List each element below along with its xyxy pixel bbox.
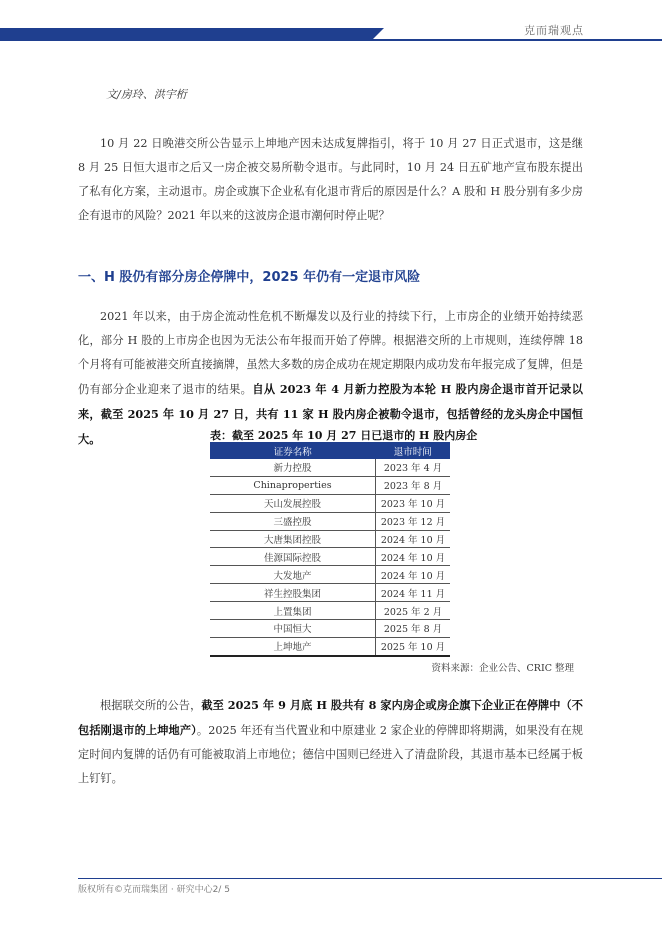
date-cell: 2024 年 10 月: [376, 530, 451, 548]
date-cell: 2025 年 2 月: [376, 602, 451, 620]
table-row: [210, 476, 450, 494]
company-cell: 大发地产: [210, 566, 376, 584]
company-cell: 天山发展控股: [210, 494, 376, 512]
table-row: [210, 637, 450, 655]
author-line: 文/房玲、洪宇桁: [106, 88, 187, 101]
date-cell: 2023 年 12 月: [376, 512, 451, 530]
intro-paragraph: 10 月 22 日晚港交所公告显示上坤地产因未达成复牌指引，将于 10 月 27 日正式退市，这是继 8 月 25 日恒大退市之后又一房企被交易所勒令退市。与此同时，10 月 24 日五矿地产宣布股东提出了私有化方案，主动退市。房企或旗下企业私有化退市背后的原因是什么？A 股和 H 股分别有多少房企有退市的风险？2021 年以来的这波房企退市潮何时停止呢？: [78, 137, 583, 222]
table-header-name: 证券名称: [210, 442, 376, 459]
date-cell: 2023 年 4 月: [376, 459, 451, 476]
table-row: [210, 584, 450, 602]
date-cell: 2025 年 8 月: [376, 620, 451, 638]
closing-lead-text: 根据联交所的公告，: [100, 699, 202, 712]
table-row: [210, 512, 450, 530]
company-cell: 上坤地产: [210, 637, 376, 655]
section1-text: 2021 年以来，由于房企流动性危机不断爆发以及行业的持续下行，上市房企的业绩开始持续恶化，部分 H 股的上市房企也因为无法公布年报而开始了停牌。根据港交所的上市规则，连续停牌 18 个月将有可能被港交所直接摘牌，虽然大多数的房企成功在规定期限内成功发布年报完成了复牌，但是仍有部分企业迎来了退市的结果。: [78, 310, 583, 396]
date-cell: 2024 年 11 月: [376, 584, 451, 602]
closing-bold-text: 截至 2025 年 9 月底 H 股共有 8 家内房企或房企旗下企业正在停牌中（不包括刚退市的上坤地产）: [78, 698, 583, 737]
table-source-note: 资料来源：企业公告、CRIC 整理: [431, 663, 574, 674]
company-cell: Chinaproperties: [210, 476, 376, 494]
header-rule: [0, 39, 662, 41]
delisted-table: [210, 442, 450, 657]
table-header-date: 退市时间: [376, 442, 451, 459]
date-cell: 2023 年 8 月: [376, 476, 451, 494]
footer-rule: [78, 878, 662, 879]
company-cell: 大唐集团控股: [210, 530, 376, 548]
table-caption: 表：截至 2025 年 10 月 27 日已退市的 H 股内房企: [210, 429, 478, 442]
table-header-row: [210, 442, 450, 459]
company-cell: 中国恒大: [210, 620, 376, 638]
closing-paragraph: [78, 693, 583, 791]
section1-bold-text: 自从 2023 年 4 月新力控股为本轮 H 股内房企退市首开记录以来，截至 2025 年 10 月 27 日，共有 11 家 H 股内房企被勒令退市，包括曾经的龙头房企中国恒大。: [78, 382, 583, 446]
date-cell: 2025 年 10 月: [376, 637, 451, 655]
date-cell: 2024 年 10 月: [376, 548, 451, 566]
company-cell: 祥生控股集团: [210, 584, 376, 602]
footer-copyright: 版权所有©克而瑞集团 · 研究中心2/ 5: [78, 885, 230, 895]
table-row: [210, 602, 450, 620]
section-heading: 一、H 股仍有部分房企停牌中，2025 年仍有一定退市风险: [78, 270, 421, 285]
table-row: [210, 566, 450, 584]
header-title: 克而瑞观点: [524, 24, 584, 37]
company-cell: 上置集团: [210, 602, 376, 620]
company-cell: 新力控股: [210, 459, 376, 476]
table-row: [210, 548, 450, 566]
table-row: [210, 530, 450, 548]
table-row: [210, 459, 450, 476]
company-cell: 三盛控股: [210, 512, 376, 530]
company-cell: 佳源国际控股: [210, 548, 376, 566]
table-row: [210, 494, 450, 512]
date-cell: 2024 年 10 月: [376, 566, 451, 584]
table-row: [210, 620, 450, 638]
date-cell: 2023 年 10 月: [376, 494, 451, 512]
closing-rest-text: 。2025 年还有当代置业和中原建业 2 家企业的停牌即将期满，如果没有在规定时间内复牌的话仍有可能被取消上市地位；德信中国则已经进入了清盘阶段，其退市基本已经属于板上钉钉。: [78, 724, 583, 785]
